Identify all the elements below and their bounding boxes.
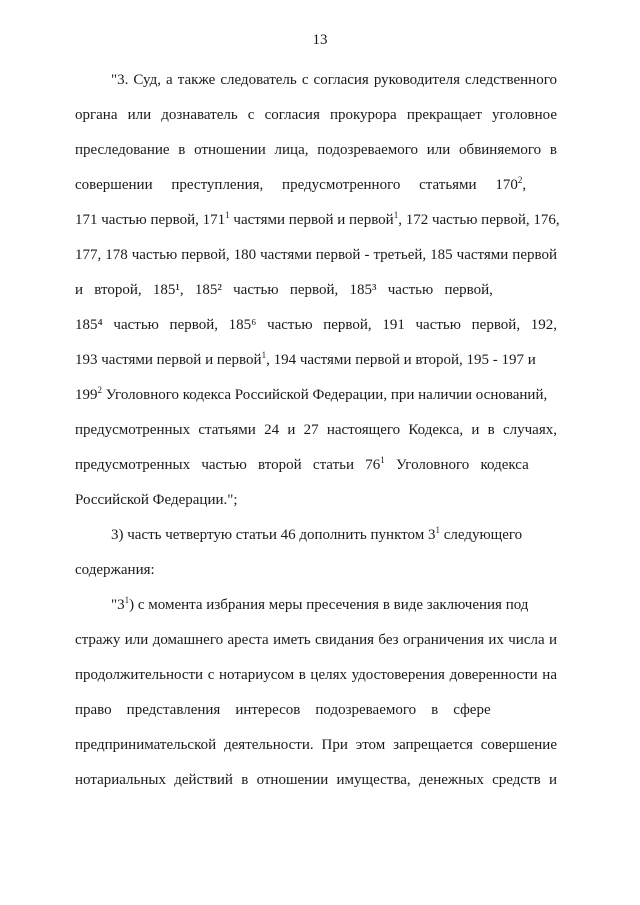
text-line: "$3^1$) с момента избрания меры пресечения в виде заключения под bbox=[111, 595, 529, 613]
text-line: предпринимательской деятельности. При этом запрещается совершение bbox=[75, 737, 557, 753]
text-line: 185⁴ частью первой, 185⁶ частью первой, 191 частью первой, 192, bbox=[75, 317, 557, 333]
text-line: предусмотренных статьями 24 и 27 настоящего Кодекса, и в случаях, bbox=[75, 422, 557, 438]
text-line: 3) часть четвертую статьи 46 дополнить пунктом $3^1$ следующего bbox=[111, 525, 523, 543]
text-line: "3. Суд, а также следователь с согласия руководителя следственного bbox=[111, 72, 557, 88]
text-line: нотариальных действий в отношении имущества, денежных средств и bbox=[75, 772, 557, 788]
text-line: органа или дознаватель с согласия прокурора прекращает уголовное bbox=[75, 107, 557, 123]
text-line: преследование в отношении лица, подозреваемого или обвиняемого в bbox=[75, 142, 557, 158]
text-line: 171 частью первой, $171^1$ частями первой и первой$^1$, 172 частью первой, 176, bbox=[75, 210, 560, 228]
text-line: Российской Федерации."; bbox=[75, 492, 238, 508]
text-line: право представления интересов подозреваемого в сфере bbox=[75, 702, 491, 718]
text-line: совершении преступления, предусмотренного статьями $170^2$, bbox=[75, 175, 527, 193]
text-line: предусмотренных частью второй статьи $76^1$ Уголовного кодекса bbox=[75, 455, 529, 473]
text-line: 193 частями первой и первой$^1$, 194 частями первой и второй, 195 - 197 и bbox=[75, 350, 536, 368]
text-line: 177, 178 частью первой, 180 частями первой - третьей, 185 частями первой bbox=[75, 247, 557, 263]
text-line: $199^2$ Уголовного кодекса Российской Федерации, при наличии оснований, bbox=[75, 385, 548, 403]
text-line: и второй, 185¹, 185² частью первой, 185³ частью первой, bbox=[75, 282, 493, 298]
page-number: 13 bbox=[312, 32, 328, 48]
text-line: стражу или домашнего ареста иметь свидания без ограничения их числа и bbox=[75, 632, 557, 648]
text-line: продолжительности с нотариусом в целях удостоверения доверенности на bbox=[75, 667, 557, 683]
text-line: содержания: bbox=[75, 562, 155, 578]
